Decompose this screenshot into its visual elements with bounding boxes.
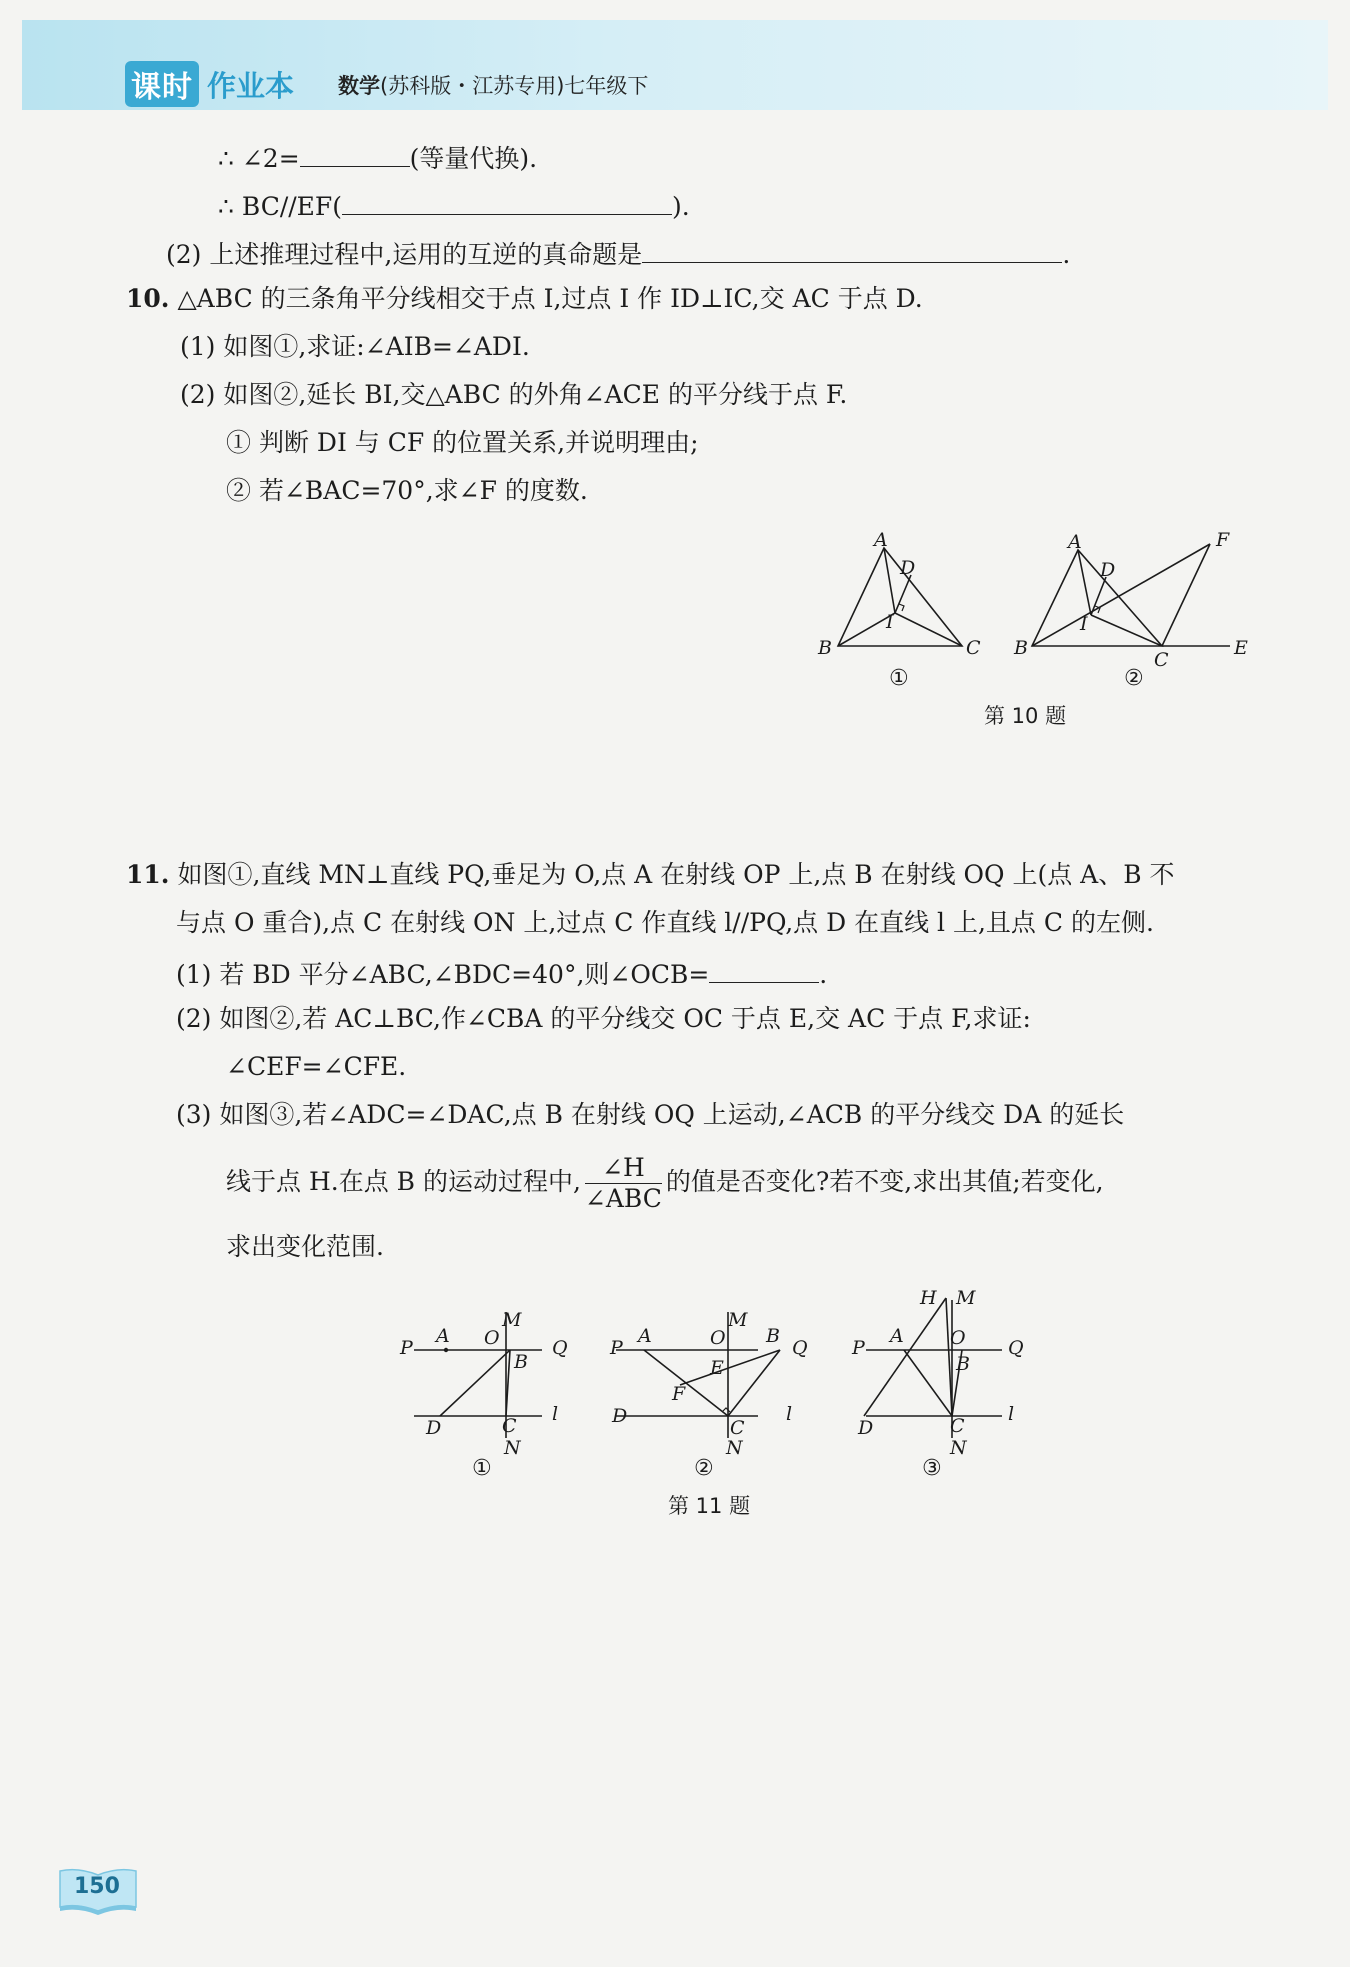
point-label-b: B [956, 1353, 970, 1375]
q11-stem1-text: 如图①,直线 MN⊥直线 PQ,垂足为 O,点 A 在射线 OP 上,点 B 在射线 OQ 上(点 A、B 不 [177, 860, 1175, 889]
point-label-b: B [1014, 637, 1028, 659]
q9-line2-prefix: ∴ BC//EF( [218, 192, 343, 221]
point-label-m: M [502, 1309, 522, 1331]
q9-line1-prefix: ∴ ∠2= [218, 144, 300, 173]
q11-part3c: 求出变化范围. [226, 1232, 384, 1261]
point-label-q: Q [792, 1337, 808, 1359]
q9-line1-suffix: (等量代换). [409, 144, 538, 173]
point-label-i: I [886, 611, 894, 633]
q11-figure-3 [851, 1287, 1024, 1459]
q9-line1 [218, 138, 537, 176]
point-label-q: Q [552, 1337, 568, 1359]
point-label-d: D [426, 1417, 442, 1439]
point-label-m: M [956, 1287, 976, 1309]
q10-fig2-label: ② [1124, 666, 1144, 691]
point-label-q: Q [1008, 1337, 1024, 1359]
q11-stem-line1 [126, 858, 1175, 892]
answer-blank[interactable] [709, 954, 819, 983]
point-label-c: C [950, 1415, 965, 1437]
q10-figure-2 [1013, 530, 1248, 670]
q10-fig1-label: ① [889, 666, 909, 691]
q11-fig2-label: ② [694, 1456, 714, 1481]
q11-part1 [176, 954, 827, 992]
subject-rest: (苏科版・江苏专用)七年级下 [380, 74, 649, 98]
point-label-o: O [710, 1327, 726, 1349]
fraction-denominator: ∠ABC [584, 1184, 662, 1213]
q9-part2-text: (2) 上述推理过程中,运用的互逆的真命题是 [166, 240, 643, 269]
q9-line2 [218, 186, 690, 224]
point-label-f: F [672, 1383, 686, 1405]
brand-ke: 课时 [125, 61, 199, 107]
point-label-a: A [638, 1325, 652, 1347]
point-label-l: l [1008, 1403, 1015, 1425]
point-label-d: D [1100, 559, 1116, 581]
point-label-a: A [436, 1325, 450, 1347]
q11-part2b: ∠CEF=∠CFE. [226, 1052, 407, 1081]
q9-part2 [166, 234, 1070, 272]
point-label-a: A [890, 1325, 904, 1347]
page-number: 150 [74, 1874, 120, 1899]
q10-figures [810, 530, 1260, 670]
fraction-numerator: ∠H [585, 1153, 662, 1184]
point-label-p: P [400, 1337, 413, 1359]
point-label-e: E [1234, 637, 1248, 659]
point-label-c: C [1154, 649, 1169, 670]
point-label-d: D [900, 557, 916, 579]
point-label-l: l [552, 1403, 559, 1425]
answer-blank[interactable] [300, 138, 410, 167]
point-label-b: B [766, 1325, 780, 1347]
point-label-a: A [874, 530, 888, 551]
point-label-f: F [1216, 530, 1230, 551]
q10-caption: 第 10 题 [984, 704, 1067, 728]
point-label-p: P [852, 1337, 865, 1359]
q11-stem-line2: 与点 O 重合),点 C 在射线 ON 上,过点 C 作直线 l//PQ,点 D 在直线 l 上,且点 C 的左侧. [176, 908, 1154, 937]
q11-figure-1 [399, 1309, 568, 1459]
q10-number: 10. [126, 284, 170, 313]
answer-blank[interactable] [642, 234, 1062, 263]
q10-stem [126, 282, 923, 316]
point-label-a: A [1068, 531, 1082, 553]
q11-part1-text: (1) 若 BD 平分∠ABC,∠BDC=40°,则∠OCB= [176, 960, 710, 989]
brand-name: 作业本 [207, 68, 295, 103]
q10-part2b: ② 若∠BAC=70°,求∠F 的度数. [226, 476, 588, 505]
point-label-c: C [502, 1415, 517, 1437]
point-label-n: N [950, 1437, 967, 1459]
point-label-e: E [710, 1357, 724, 1379]
answer-blank[interactable] [342, 186, 672, 215]
q11-number: 11. [126, 860, 170, 889]
q9-line2-suffix: ). [672, 192, 690, 221]
subject-bold: 数学 [338, 74, 380, 98]
q11-part1-end: . [819, 960, 828, 989]
point-label-h: H [920, 1287, 937, 1309]
point-label-m: M [728, 1309, 748, 1331]
q11-part3b [226, 1150, 1104, 1214]
fraction [585, 1153, 662, 1214]
q10-part2a: ① 判断 DI 与 CF 的位置关系,并说明理由; [226, 428, 699, 457]
q10-stem-text: △ABC 的三条角平分线相交于点 I,过点 I 作 ID⊥IC,交 AC 于点 D. [177, 284, 923, 313]
q11-fig3-label: ③ [922, 1456, 942, 1481]
point-label-i: I [1080, 613, 1088, 635]
point-label-b: B [818, 637, 832, 659]
q11-part3b-prefix: 线于点 H.在点 B 的运动过程中, [226, 1167, 581, 1196]
point-label-c: C [730, 1417, 745, 1439]
point-label-p: P [610, 1337, 623, 1359]
q11-fig1-label: ① [472, 1456, 492, 1481]
point-label-l: l [786, 1403, 793, 1425]
q11-figure-2 [609, 1309, 808, 1459]
point-label-b: B [514, 1351, 528, 1373]
q10-figure-1 [817, 530, 981, 659]
subject-title [338, 70, 648, 100]
q11-part3a: (3) 如图③,若∠ADC=∠DAC,点 B 在射线 OQ 上运动,∠ACB 的平分线交 DA 的延长 [176, 1100, 1125, 1129]
point-label-o: O [484, 1327, 500, 1349]
q11-part2a: (2) 如图②,若 AC⊥BC,作∠CBA 的平分线交 OC 于点 E,交 AC 于点 F,求证: [176, 1004, 1031, 1033]
point-label-n: N [726, 1437, 743, 1459]
q11-caption: 第 11 题 [668, 1494, 751, 1518]
point-label-d: D [858, 1417, 874, 1439]
point-label-c: C [966, 637, 981, 659]
q10-part1: (1) 如图①,求证:∠AIB=∠ADI. [180, 332, 530, 361]
q11-part3b-suffix: 的值是否变化?若不变,求出其值;若变化, [665, 1167, 1104, 1196]
brand-logo [125, 62, 294, 106]
point-label-n: N [504, 1437, 521, 1459]
q11-figures [390, 1270, 1030, 1460]
point-label-d: D [612, 1405, 628, 1427]
q9-part2-end: . [1062, 240, 1071, 269]
q10-part2: (2) 如图②,延长 BI,交△ABC 的外角∠ACE 的平分线于点 F. [180, 380, 848, 409]
point-label-o: O [950, 1327, 966, 1349]
